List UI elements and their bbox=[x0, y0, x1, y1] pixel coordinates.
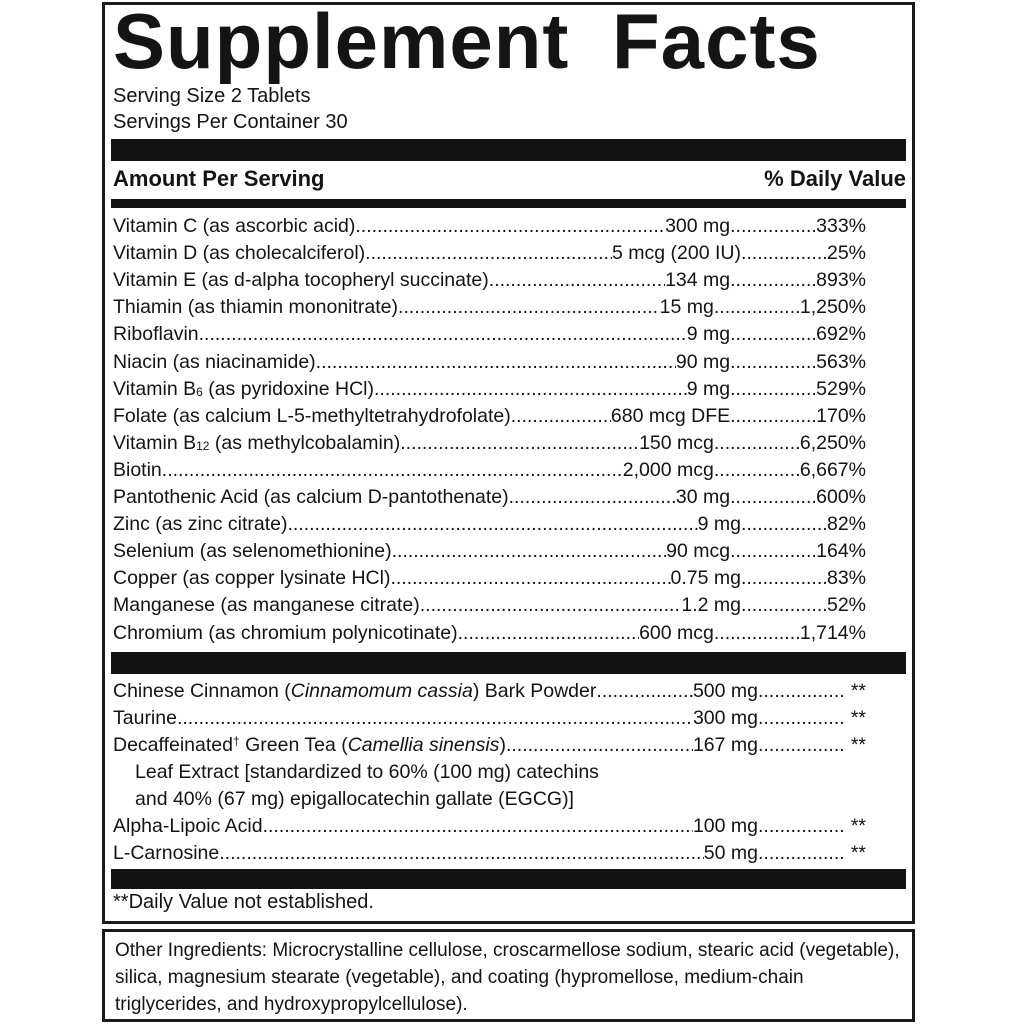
name-superscript: † bbox=[232, 734, 240, 748]
leader-dots bbox=[390, 565, 670, 592]
nutrient-daily-value: 893% bbox=[816, 269, 866, 292]
name-latin: Cinnamomum cassia bbox=[290, 680, 473, 702]
servings-per-container: Servings Per Container 30 bbox=[113, 111, 348, 133]
nutrient-amount: 9 mg bbox=[686, 323, 731, 346]
nutrient-amount: 30 mg bbox=[675, 486, 731, 508]
leader-dots bbox=[730, 349, 816, 376]
leader-dots bbox=[741, 592, 827, 619]
name-subscript: 6 bbox=[196, 384, 203, 399]
name-part: Vitamin B bbox=[113, 377, 197, 400]
nutrient-name bbox=[113, 376, 374, 403]
nutrient-row bbox=[113, 484, 906, 511]
nutrient-row bbox=[113, 840, 906, 867]
nutrient-amount: 300 mg bbox=[665, 215, 731, 237]
nutrient-name: Selenium (as selenomethionine) bbox=[113, 540, 392, 563]
nutrient-daily-value: 25% bbox=[826, 242, 866, 265]
medium-divider bbox=[111, 199, 906, 208]
leader-dots bbox=[400, 430, 639, 457]
leader-dots bbox=[199, 321, 687, 348]
leader-dots bbox=[374, 376, 687, 403]
leader-dots bbox=[714, 457, 800, 484]
name-subscript: 12 bbox=[196, 438, 210, 453]
leader-dots bbox=[730, 484, 816, 511]
leader-dots bbox=[316, 349, 676, 376]
nutrient-row bbox=[113, 457, 906, 484]
leader-dots bbox=[714, 620, 800, 647]
nutrient-name bbox=[113, 732, 506, 759]
nutrient-name: Niacin (as niacinamide) bbox=[113, 350, 316, 373]
nutrient-name bbox=[113, 813, 263, 840]
nutrient-amount: 5 mcg (200 IU) bbox=[612, 242, 741, 265]
nutrient-row bbox=[113, 376, 906, 403]
nutrient-daily-value: 1,714% bbox=[799, 621, 866, 644]
leader-dots bbox=[730, 403, 816, 430]
nutrient-amount: 9 mg bbox=[697, 513, 741, 536]
nutrient-daily-value: ** bbox=[850, 707, 866, 729]
nutrient-name: Vitamin D (as cholecalciferol) bbox=[113, 242, 366, 265]
nutrient-row bbox=[113, 732, 906, 759]
nutrient-daily-value: 6,250% bbox=[799, 431, 866, 454]
name-part: L-Carnosine bbox=[113, 842, 220, 864]
thick-divider bbox=[111, 139, 906, 161]
nutrient-daily-value: ** bbox=[850, 815, 866, 837]
name-latin: Camellia sinensis bbox=[347, 734, 500, 756]
nutrient-daily-value: 600% bbox=[816, 486, 866, 508]
nutrient-name: Biotin bbox=[113, 458, 162, 481]
leader-dots bbox=[758, 840, 844, 867]
leader-dots bbox=[730, 538, 816, 565]
leader-dots bbox=[758, 732, 844, 759]
leader-dots bbox=[714, 430, 800, 457]
nutrient-row bbox=[113, 403, 906, 430]
nutrient-row bbox=[113, 430, 906, 457]
name-part: Decaffeinated bbox=[113, 734, 233, 756]
nutrient-daily-value: ** bbox=[850, 842, 866, 864]
nutrient-amount: 0.75 mg bbox=[670, 567, 741, 590]
nutrient-amount: 90 mcg bbox=[666, 540, 731, 563]
nutrient-amount: 600 mcg bbox=[639, 621, 714, 644]
amount-per-serving-header: Amount Per Serving bbox=[113, 166, 325, 191]
leader-dots bbox=[355, 213, 665, 240]
nutrient-row bbox=[113, 705, 906, 732]
nutrient-name: Copper (as copper lysinate HCl) bbox=[113, 567, 391, 590]
thick-divider-2 bbox=[111, 652, 906, 674]
nutrient-daily-value: 692% bbox=[816, 323, 866, 346]
other-ingredients-panel bbox=[102, 929, 915, 1022]
nutrient-daily-value: 563% bbox=[816, 350, 866, 373]
nutrient-name bbox=[113, 705, 177, 732]
nutrient-name: Riboflavin bbox=[113, 323, 199, 346]
leader-dots bbox=[596, 678, 693, 705]
nutrient-amount: 50 mg bbox=[703, 842, 758, 864]
nutrient-name: Zinc (as zinc citrate) bbox=[113, 513, 288, 536]
nutrient-row bbox=[113, 592, 906, 619]
leader-dots bbox=[741, 240, 827, 267]
green-tea-continuation-line: and 40% (67 mg) epigallocatechin gallate (EGCG)] bbox=[135, 788, 574, 810]
name-part: (as methylcobalamin) bbox=[209, 431, 401, 454]
nutrient-amount: 134 mg bbox=[665, 269, 731, 292]
leader-dots bbox=[730, 321, 816, 348]
nutrient-amount: 15 mg bbox=[659, 296, 714, 319]
nutrient-row bbox=[113, 349, 906, 376]
nutrient-row bbox=[113, 294, 906, 321]
nutrient-name: Vitamin E (as d-alpha tocopheryl succinate) bbox=[113, 269, 489, 292]
nutrient-daily-value: 164% bbox=[816, 540, 866, 563]
nutrient-amount: 150 mcg bbox=[639, 431, 714, 454]
nutrient-row bbox=[113, 620, 906, 647]
nutrient-daily-value: 83% bbox=[826, 567, 866, 590]
nutrient-row bbox=[113, 213, 906, 240]
leader-dots bbox=[287, 511, 697, 538]
leader-dots bbox=[177, 705, 693, 732]
leader-dots bbox=[420, 592, 682, 619]
leader-dots bbox=[506, 732, 693, 759]
leader-dots bbox=[758, 813, 844, 840]
nutrient-name bbox=[113, 678, 596, 705]
nutrient-daily-value: 529% bbox=[816, 377, 866, 400]
nutrient-name: Folate (as calcium L-5-methyltetrahydrofolate) bbox=[113, 404, 511, 427]
nutrient-name: Manganese (as manganese citrate) bbox=[113, 594, 420, 617]
leader-dots bbox=[219, 840, 704, 867]
name-part: Chinese Cinnamon ( bbox=[113, 680, 291, 702]
leader-dots bbox=[398, 294, 660, 321]
green-tea-continuation-line: Leaf Extract [standardized to 60% (100 mg) catechins bbox=[135, 761, 599, 783]
leader-dots bbox=[730, 267, 816, 294]
serving-size: Serving Size 2 Tablets bbox=[113, 85, 311, 107]
leader-dots bbox=[741, 511, 827, 538]
nutrient-daily-value: 6,667% bbox=[799, 458, 866, 481]
nutrient-row bbox=[113, 538, 906, 565]
nutrient-amount: 500 mg bbox=[692, 680, 758, 702]
nutrient-name: Chromium (as chromium polynicotinate) bbox=[113, 621, 458, 644]
leader-dots bbox=[758, 678, 844, 705]
nutrient-amount: 167 mg bbox=[692, 734, 758, 756]
nutrient-name: Thiamin (as thiamin mononitrate) bbox=[113, 296, 399, 319]
name-part: (as pyridoxine HCl) bbox=[202, 377, 375, 400]
nutrient-amount: 9 mg bbox=[686, 377, 731, 400]
leader-dots bbox=[458, 620, 639, 647]
nutrient-amount: 680 mcg DFE bbox=[610, 404, 731, 427]
leader-dots bbox=[365, 240, 612, 267]
supplement-facts-panel bbox=[102, 2, 915, 924]
leader-dots bbox=[509, 484, 676, 511]
nutrient-daily-value: ** bbox=[850, 680, 866, 702]
thick-divider-3 bbox=[111, 869, 906, 889]
nutrient-daily-value: 333% bbox=[816, 215, 866, 237]
daily-value-header: % Daily Value bbox=[764, 166, 906, 191]
nutrient-name: Vitamin C (as ascorbic acid) bbox=[113, 215, 356, 237]
nutrient-amount: 300 mg bbox=[692, 707, 758, 729]
leader-dots bbox=[392, 538, 667, 565]
name-part: ) bbox=[499, 734, 506, 756]
nutrient-row bbox=[113, 267, 906, 294]
nutrient-amount: 100 mg bbox=[692, 815, 758, 837]
name-part: Vitamin B bbox=[113, 431, 197, 454]
nutrient-daily-value: 52% bbox=[826, 594, 866, 617]
leader-dots bbox=[263, 813, 693, 840]
leader-dots bbox=[758, 705, 844, 732]
leader-dots bbox=[730, 376, 816, 403]
nutrient-row bbox=[113, 511, 906, 538]
nutrient-daily-value: 170% bbox=[816, 404, 866, 427]
label-title: Supplement Facts bbox=[113, 0, 821, 85]
nutrient-amount: 2,000 mcg bbox=[622, 458, 714, 481]
leader-dots bbox=[162, 457, 623, 484]
leader-dots bbox=[730, 213, 816, 240]
leader-dots bbox=[511, 403, 611, 430]
nutrient-row bbox=[113, 678, 906, 705]
nutrient-name bbox=[113, 840, 219, 867]
footnote: **Daily Value not established. bbox=[113, 891, 374, 913]
nutrient-name: Pantothenic Acid (as calcium D-pantothenate) bbox=[113, 486, 509, 508]
nutrient-daily-value: ** bbox=[850, 734, 866, 756]
nutrient-row bbox=[113, 565, 906, 592]
nutrient-name bbox=[113, 430, 400, 457]
leader-dots bbox=[489, 267, 665, 294]
name-part: Green Tea ( bbox=[239, 734, 348, 756]
leader-dots bbox=[714, 294, 800, 321]
name-part: ) Bark Powder bbox=[472, 680, 597, 702]
nutrient-row bbox=[113, 321, 906, 348]
nutrient-daily-value: 82% bbox=[826, 513, 866, 536]
nutrient-amount: 90 mg bbox=[675, 350, 731, 373]
name-part: Taurine bbox=[113, 707, 177, 729]
leader-dots bbox=[741, 565, 827, 592]
nutrient-amount: 1.2 mg bbox=[681, 594, 741, 617]
nutrient-row bbox=[113, 813, 906, 840]
nutrient-daily-value: 1,250% bbox=[799, 296, 866, 319]
nutrient-row bbox=[113, 240, 906, 267]
other-ingredients-text: Other Ingredients: Microcrystalline cellulose, croscarmellose sodium, stearic acid (vegetable), silica, magnesium stearate (vegetable), and coating (hypromellose, medium-chain triglycerides, and hydroxypropylcellulose). bbox=[115, 940, 900, 1015]
name-part: Alpha-Lipoic Acid bbox=[113, 815, 263, 837]
